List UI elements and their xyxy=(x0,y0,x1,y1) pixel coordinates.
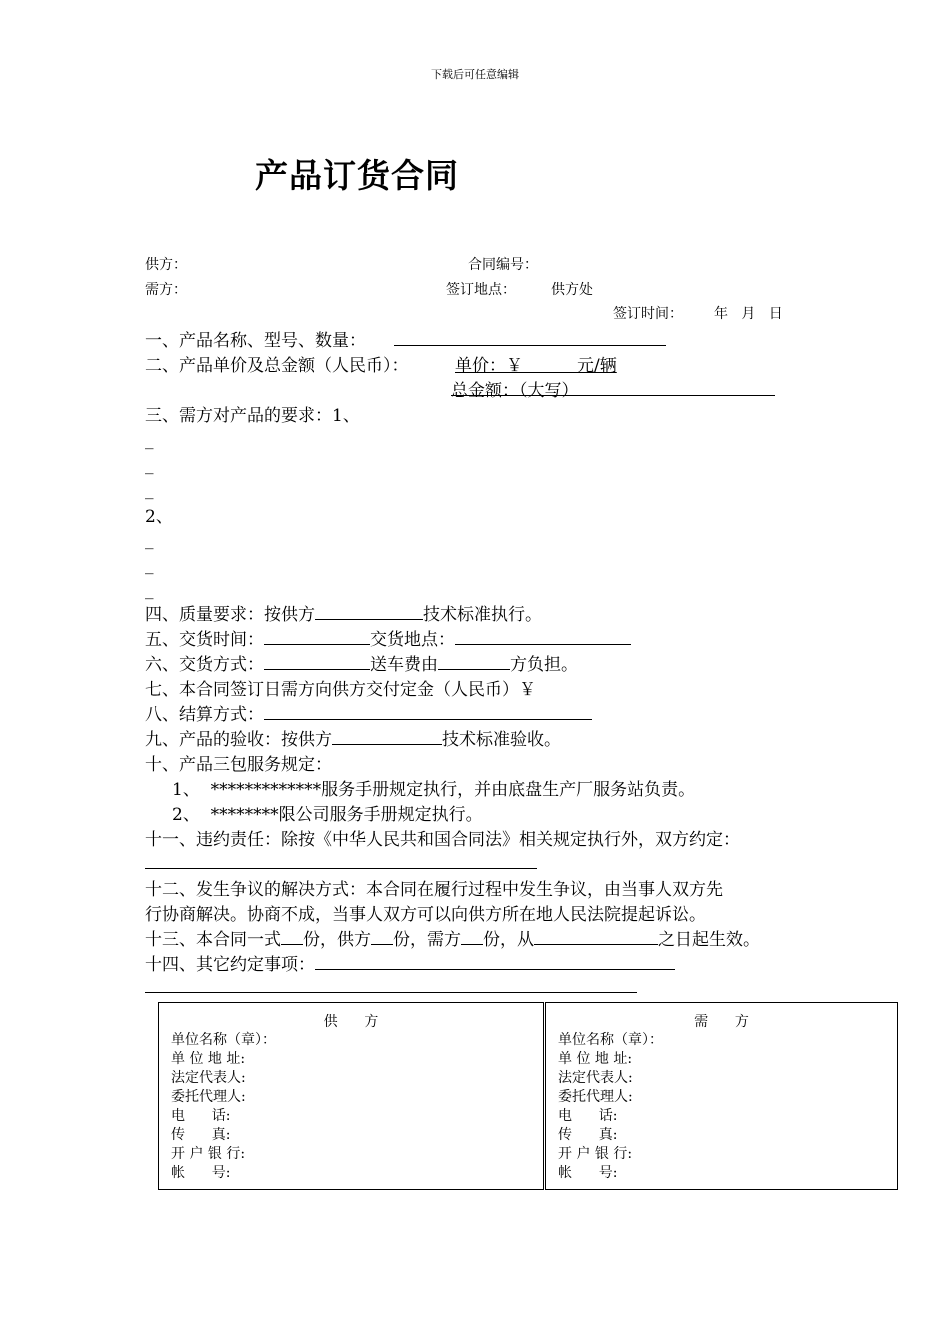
contract-no-label: 合同编号： xyxy=(468,257,538,273)
clause-12-line-1: 十二、发生争议的解决方式：本合同在履行过程中发生争议，由当事人双方先 xyxy=(145,880,723,900)
clause-2: 二、产品单价及总金额（人民币）： xyxy=(145,356,409,376)
buyer-fields xyxy=(558,1031,663,1183)
requirement-blank[interactable]: _ xyxy=(145,480,154,500)
account-field[interactable]: 帐 号: xyxy=(558,1165,618,1181)
clause-13-buyer: 份，需方 xyxy=(393,930,461,950)
requirement-item-2: 2、 xyxy=(145,507,173,527)
quality-standard-blank[interactable] xyxy=(315,604,423,620)
acceptance-standard-blank[interactable] xyxy=(332,729,442,745)
clause-10: 十、产品三包服务规定： xyxy=(145,755,332,775)
acceptance-label: 九、产品的验收：按供方 xyxy=(145,730,332,750)
clause-11-blank[interactable] xyxy=(145,868,537,869)
clause-1: 一、产品名称、型号、数量： xyxy=(145,331,366,351)
unit-address-field[interactable]: 单 位 地 址: xyxy=(558,1051,633,1067)
supplier-fields xyxy=(171,1031,276,1183)
copies-total-blank[interactable] xyxy=(281,929,303,945)
buyer-label: 需方： xyxy=(145,282,187,298)
buyer-box xyxy=(545,1002,898,1190)
other-matters-blank[interactable] xyxy=(315,954,675,970)
clause-4-tail: 技术标准执行。 xyxy=(423,605,542,625)
clause-13-supplier: 份，供方 xyxy=(303,930,371,950)
unit-price[interactable]: 单价：￥ 元/辆 xyxy=(455,356,617,376)
signing-time-label: 签订时间： xyxy=(613,306,683,322)
clause-12-line-2: 行协商解决。协商不成，当事人双方可以向供方所在地人民法院提起诉讼。 xyxy=(145,905,706,925)
requirement-blank[interactable]: _ xyxy=(145,555,154,575)
clause-5 xyxy=(145,625,631,650)
clause-13-tail: 之日起生效。 xyxy=(658,930,760,950)
legal-rep-field[interactable]: 法定代表人: xyxy=(558,1070,633,1086)
delivery-place-label: 交货地点： xyxy=(370,630,455,650)
shipping-fee-label: 送车费由 xyxy=(370,655,438,675)
buyer-heading: 需 方 xyxy=(694,1014,749,1030)
page-title: 产品订货合同 xyxy=(255,156,459,195)
clause-6 xyxy=(145,650,578,675)
copies-supplier-blank[interactable] xyxy=(371,929,393,945)
clause-10-item-2: 2、 ********限公司服务手册规定执行。 xyxy=(172,805,483,825)
unit-address-field[interactable]: 单 位 地 址: xyxy=(171,1051,246,1067)
copies-buyer-blank[interactable] xyxy=(461,929,483,945)
effective-date-blank[interactable] xyxy=(534,929,658,945)
total-amount-label: 总金额：（大写） xyxy=(451,381,579,401)
clause-10-item-1: 1、 *************服务手册规定执行，并由底盘生产厂服务站负责。 xyxy=(172,780,696,800)
clause-4-text: 四、质量要求：按供方 xyxy=(145,605,315,625)
clause-13-from: 份，从 xyxy=(483,930,534,950)
signing-place-value: 供方处 xyxy=(551,282,593,298)
clause-3: 三、需方对产品的要求：1、 xyxy=(145,406,360,426)
account-field[interactable]: 帐 号: xyxy=(171,1165,231,1181)
clause-13-text: 十三、本合同一式 xyxy=(145,930,281,950)
unit-name-field[interactable]: 单位名称（章）： xyxy=(558,1032,663,1048)
phone-field[interactable]: 电 话: xyxy=(558,1108,618,1124)
clause-14 xyxy=(145,950,675,975)
bank-field[interactable]: 开 户 银 行: xyxy=(171,1146,246,1162)
other-matters-blank-2[interactable] xyxy=(145,992,637,993)
clause-7: 七、本合同签订日需方向供方交付定金（人民币）￥ xyxy=(145,680,536,700)
delivery-method-blank[interactable] xyxy=(264,654,370,670)
signing-time-value: 年 月 日 xyxy=(714,306,783,322)
agent-field[interactable]: 委托代理人: xyxy=(558,1089,633,1105)
delivery-method-label: 六、交货方式： xyxy=(145,655,264,675)
clause-11: 十一、违约责任：除按《中华人民共和国合同法》相关规定执行外，双方约定： xyxy=(145,830,740,850)
shipping-fee-blank[interactable] xyxy=(438,654,510,670)
fax-field[interactable]: 传 真: xyxy=(171,1127,231,1143)
settlement-blank[interactable] xyxy=(264,704,592,720)
delivery-time-blank[interactable] xyxy=(264,629,370,645)
signing-place-label: 签订地点： xyxy=(446,282,516,298)
requirement-blank[interactable]: _ xyxy=(145,455,154,475)
supplier-heading: 供 方 xyxy=(323,1014,379,1030)
header-note: 下载后可任意编辑 xyxy=(431,68,519,81)
requirement-blank[interactable]: _ xyxy=(145,530,154,550)
supplier-box xyxy=(158,1002,544,1190)
clause-13 xyxy=(145,925,760,950)
legal-rep-field[interactable]: 法定代表人: xyxy=(171,1070,246,1086)
fax-field[interactable]: 传 真: xyxy=(558,1127,618,1143)
clause-9-tail: 技术标准验收。 xyxy=(442,730,561,750)
delivery-place-blank[interactable] xyxy=(455,629,631,645)
total-amount-blank[interactable] xyxy=(451,395,775,396)
clause-9 xyxy=(145,725,561,750)
requirement-blank[interactable]: _ xyxy=(145,430,154,450)
unit-name-field[interactable]: 单位名称（章）： xyxy=(171,1032,276,1048)
other-matters-label: 十四、其它约定事项： xyxy=(145,955,315,975)
clause-4 xyxy=(145,600,542,625)
requirement-blank[interactable]: _ xyxy=(145,580,154,600)
delivery-time-label: 五、交货时间： xyxy=(145,630,264,650)
clause-6-tail: 方负担。 xyxy=(510,655,578,675)
phone-field[interactable]: 电 话: xyxy=(171,1108,231,1124)
clause-8 xyxy=(145,700,592,725)
clause-1-blank[interactable] xyxy=(394,345,666,346)
settlement-label: 八、结算方式： xyxy=(145,705,264,725)
supplier-label: 供方： xyxy=(145,257,187,273)
agent-field[interactable]: 委托代理人: xyxy=(171,1089,246,1105)
bank-field[interactable]: 开 户 银 行: xyxy=(558,1146,633,1162)
